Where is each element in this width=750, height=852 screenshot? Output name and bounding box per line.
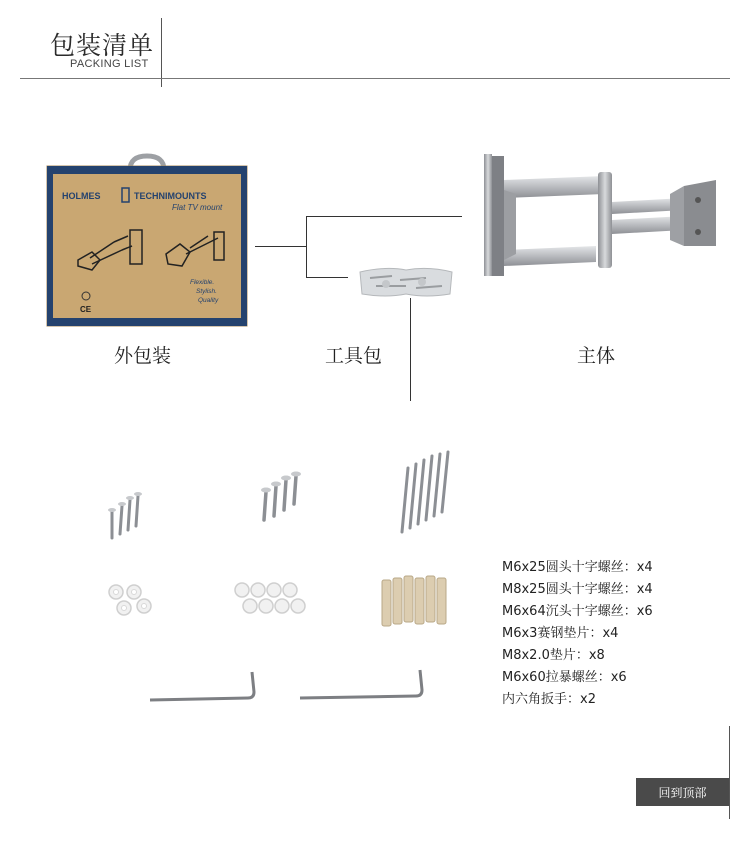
box-feature-3: Quality [198,297,219,304]
screws-m8x25-image [256,470,306,526]
anchors-m6x60-image [376,572,454,630]
parts-list-item: M6x3赛钢垫片：x4 [502,626,619,641]
page-title: 包装清单 [50,31,155,60]
label-tool-kit: 工具包 [325,345,383,367]
hex-key-2-image [298,668,428,704]
box-brand-right: TECHNIMOUNTS [134,191,207,201]
connector-box-horizontal [255,246,306,247]
connector-tools-down [410,298,411,401]
label-main-body: 主体 [577,345,616,367]
box-feature-2: Stylish. [196,288,217,295]
back-to-top-divider [729,726,730,819]
parts-list-item: M6x64沉头十字螺丝：x6 [502,604,653,619]
box-feature-1: Flexible. [190,279,215,286]
screws-m6x25-image [104,490,148,542]
parts-list-item: 内六角扳手：x2 [502,692,596,707]
title-divider-vertical [161,18,162,87]
box-tagline: Flat TV mount [172,203,223,212]
hex-key-1-image [148,670,260,706]
screws-m6x64-image [394,450,454,536]
parts-list-item: M6x60拉暴螺丝：x6 [502,670,627,685]
back-to-top-button[interactable]: 回到顶部 [636,778,729,806]
label-outer-packaging: 外包装 [114,345,172,367]
outer-packaging-image [46,150,248,330]
title-divider-horizontal [20,78,730,79]
tool-kit-image [356,264,456,300]
parts-list-item: M6x25圆头十字螺丝：x4 [502,560,653,575]
main-body-image [484,150,720,280]
parts-list-item: M8x25圆头十字螺丝：x4 [502,582,653,597]
washers-m8x2-image [230,580,312,618]
page-subtitle: PACKING LIST [70,58,149,70]
connector-to-tools [306,277,348,278]
connector-to-main [306,216,462,217]
washers-m6x3-image [104,582,160,620]
box-brand-left: HOLMES [62,191,101,201]
parts-list [502,557,653,711]
parts-list-item: M8x2.0垫片：x8 [502,648,605,663]
box-ce-mark: CE [80,305,92,314]
connector-spine-vertical [306,216,307,278]
